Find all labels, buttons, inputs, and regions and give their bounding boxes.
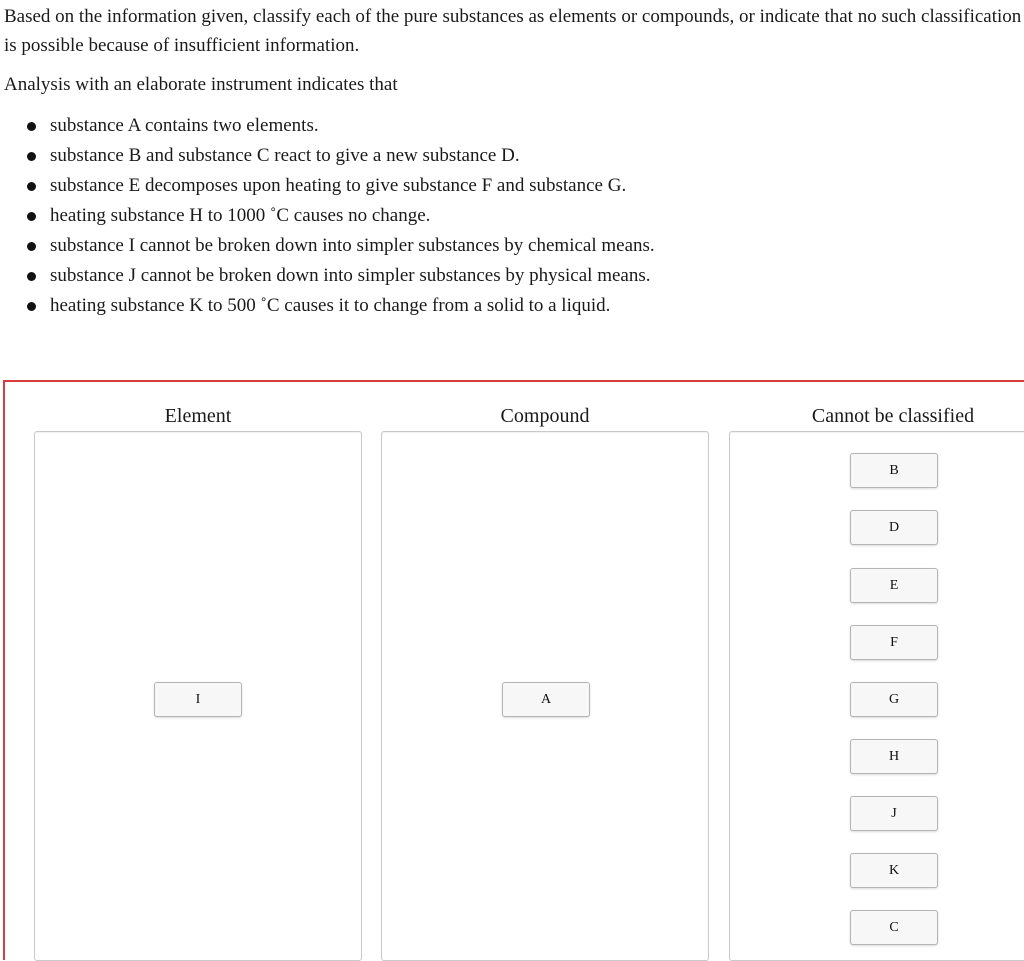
clue-text: substance B and substance C react to give a new substance D. (50, 145, 520, 166)
clue-text: substance E decomposes upon heating to give substance F and substance G. (50, 175, 627, 196)
clue-text: substance J cannot be broken down into simpler substances by physical means. (50, 265, 651, 286)
clue-text: heating substance K to 500 ˚C causes it to change from a solid to a liquid. (50, 295, 611, 316)
tile-substance[interactable]: B (850, 453, 938, 488)
bullet-icon (27, 242, 36, 251)
tile-substance[interactable]: D (850, 510, 938, 545)
tile-substance[interactable]: I (154, 682, 242, 717)
clue-item (0, 111, 655, 141)
bullet-icon (27, 152, 36, 161)
tile-substance[interactable]: F (850, 625, 938, 660)
bin-title-compound: Compound (500, 405, 590, 427)
bullet-icon (27, 182, 36, 191)
bullet-icon (27, 212, 36, 221)
clue-item (0, 291, 655, 321)
clue-item (0, 171, 655, 201)
bullet-icon (27, 122, 36, 131)
bin-element[interactable] (34, 431, 362, 961)
clue-text: substance I cannot be broken down into simpler substances by chemical means. (50, 235, 655, 256)
bin-compound[interactable] (381, 431, 709, 961)
tile-substance[interactable]: K (850, 853, 938, 888)
bin-title-unclassified: Cannot be classified (811, 405, 975, 427)
clue-text: substance A contains two elements. (50, 115, 319, 136)
clue-item (0, 231, 655, 261)
tile-substance[interactable]: C (850, 910, 938, 945)
tile-substance[interactable]: A (502, 682, 590, 717)
question-intro: Analysis with an elaborate instrument indicates that (4, 74, 398, 95)
tile-substance[interactable]: H (850, 739, 938, 774)
clue-item (0, 201, 655, 231)
bullet-icon (27, 302, 36, 311)
clue-text: heating substance H to 1000 ˚C causes no change. (50, 205, 431, 226)
clue-list (0, 111, 655, 321)
bullet-icon (27, 272, 36, 281)
tile-substance[interactable]: E (850, 568, 938, 603)
question-prompt: Based on the information given, classify each of the pure substances as elements or compounds, or indicate that no such classification is possible because of insufficient information. (4, 6, 1022, 56)
tile-substance[interactable]: G (850, 682, 938, 717)
bin-unclassified[interactable] (729, 431, 1024, 961)
clue-item (0, 141, 655, 171)
clue-item (0, 261, 655, 291)
bin-title-element: Element (164, 405, 232, 427)
tile-substance[interactable]: J (850, 796, 938, 831)
